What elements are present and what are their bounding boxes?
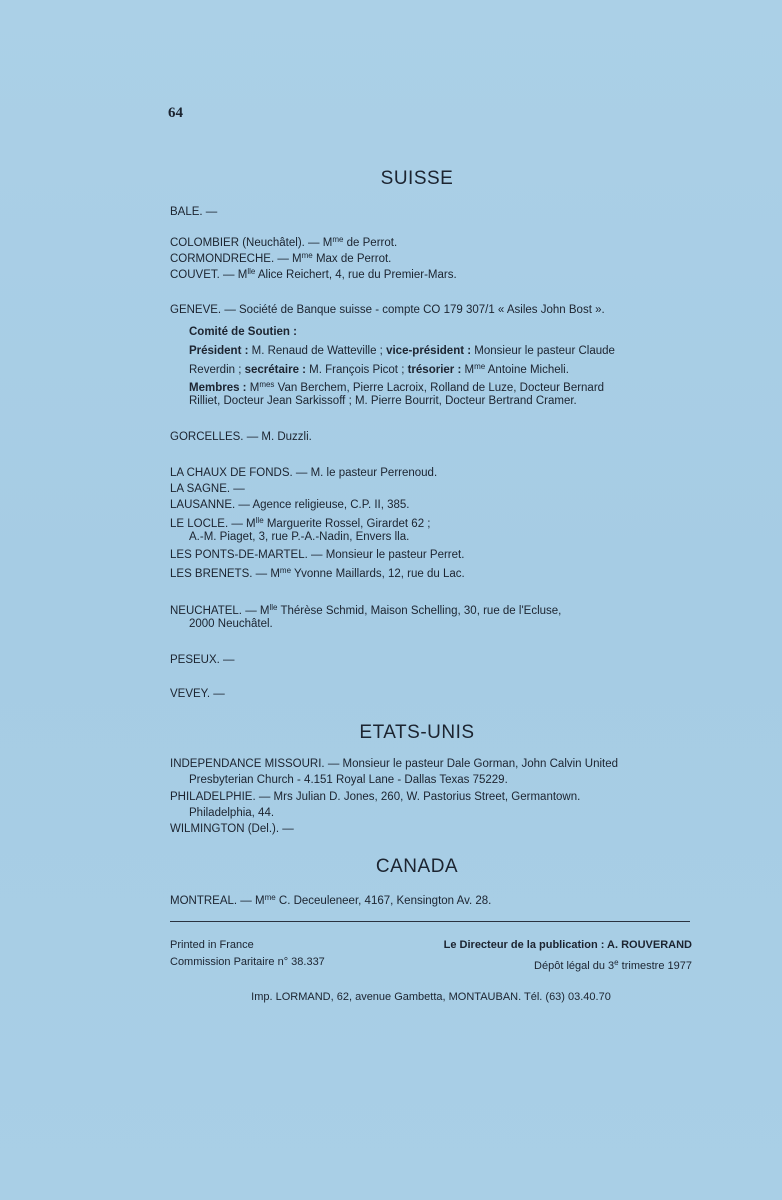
entry-le-locle-cont: A.-M. Piaget, 3, rue P.-A.-Nadin, Envers lla. — [189, 531, 410, 543]
footer-left — [170, 937, 325, 971]
entry-text: Marguerite Rossel, Girardet 62 ; — [263, 518, 431, 530]
depot-text: trimestre 1977 — [618, 960, 692, 972]
entry-gorcelles: GORCELLES. — M. Duzzli. — [170, 431, 312, 443]
entry-text: LES BRENETS. — M — [170, 568, 280, 580]
entry-text: Alice Reichert, 4, rue du Premier-Mars. — [255, 269, 457, 281]
entry-text: Max de Perrot. — [312, 253, 392, 265]
secretaire-label: secrétaire : — [244, 364, 306, 376]
entry-text: COUVET. — M — [170, 269, 248, 281]
entry-text: COLOMBIER (Neuchâtel). — M — [170, 237, 333, 249]
entry-text: LE LOCLE. — M — [170, 518, 256, 530]
entry-philadelphie-cont: Philadelphia, 44. — [189, 807, 275, 819]
directeur-publication — [444, 937, 692, 954]
page-number: 64 — [168, 105, 183, 121]
entry-text: MONTREAL. — M — [170, 895, 265, 907]
entry-text: M. François Picot ; — [305, 364, 408, 376]
imprint-line: Imp. LORMAND, 62, avenue Gambetta, MONTAUBAN. Tél. (63) 03.40.70 — [251, 991, 611, 1003]
superscript: me — [264, 893, 276, 902]
membres-label: Membres : — [189, 382, 247, 394]
superscript: lle — [255, 516, 264, 525]
comite-membres-line2: Rilliet, Docteur Jean Sarkissoff ; M. Pierre Bourrit, Docteur Bertrand Cramer. — [189, 395, 577, 407]
directeur-text: Le Directeur de la publication : A. ROUVERAND — [443, 939, 692, 951]
entry-independance: INDEPENDANCE MISSOURI. — Monsieur le pasteur Dale Gorman, John Calvin United — [170, 758, 619, 770]
entry-peseux: PESEUX. — — [170, 654, 235, 666]
entry-montreal — [170, 890, 491, 909]
entry-philadelphie: PHILADELPHIE. — Mrs Julian D. Jones, 260, W. Pastorius Street, Germantown. — [170, 791, 581, 803]
entry-text: Van Berchem, Pierre Lacroix, Rolland de Luze, Docteur Bernard — [274, 382, 605, 394]
depot-legal — [444, 954, 692, 975]
president-label: Président : — [189, 345, 249, 357]
entry-wilmington: WILMINGTON (Del.). — — [170, 823, 294, 835]
entry-vevey: VEVEY. — — [170, 688, 225, 700]
entry-couvet — [170, 264, 457, 283]
entry-independance-cont: Presbyterian Church - 4.151 Royal Lane - Dallas Texas 75229. — [189, 774, 508, 786]
footer-right — [444, 937, 692, 975]
entry-lausanne: LAUSANNE. — Agence religieuse, C.P. II, 385. — [170, 499, 410, 511]
entry-la-sagne: LA SAGNE. — — [170, 483, 245, 495]
entry-text: Thérèse Schmid, Maison Schelling, 30, rue de l'Ecluse, — [277, 605, 562, 617]
superscript: me — [279, 566, 292, 575]
superscript: lle — [247, 267, 256, 276]
entry-brenets — [170, 563, 465, 582]
entry-text: CORMONDRECHE. — M — [170, 253, 302, 265]
comite-president-line2 — [189, 359, 569, 378]
comite-label: Comité de Soutien : — [189, 326, 297, 338]
comite-president-line1 — [189, 343, 615, 359]
superscript: me — [301, 251, 313, 260]
entry-text: Antoine Micheli. — [485, 364, 569, 376]
entry-bale: BALE. — — [170, 206, 218, 218]
depot-text: Dépôt légal du 3 — [534, 960, 615, 972]
entry-geneve: GENEVE. — Société de Banque suisse - compte CO 179 307/1 « Asiles John Bost ». — [170, 304, 605, 316]
superscript: e — [614, 958, 619, 967]
entry-text: M — [461, 364, 475, 376]
entry-text: Reverdin ; — [189, 364, 245, 376]
superscript: me — [332, 235, 344, 244]
entry-chaux-de-fonds: LA CHAUX DE FONDS. — M. le pasteur Perrenoud. — [170, 467, 438, 479]
divider-rule — [170, 921, 690, 922]
commission-paritaire: Commission Paritaire n° 38.337 — [170, 956, 325, 968]
vice-president-label: vice-président : — [386, 345, 472, 357]
entry-text: Yvonne Maillards, 12, rue du Lac. — [291, 568, 465, 580]
entry-ponts-de-martel: LES PONTS-DE-MARTEL. — Monsieur le pasteur Perret. — [170, 549, 465, 561]
comite-heading — [189, 324, 297, 340]
entry-text: M. Renaud de Watteville ; — [248, 345, 387, 357]
entry-text: C. Deceuleneer, 4167, Kensington Av. 28. — [275, 895, 492, 907]
superscript: me — [474, 362, 486, 371]
tresorier-label: trésorier : — [407, 364, 462, 376]
section-title-etats-unis: ETATS-UNIS — [359, 722, 475, 743]
entry-text: NEUCHATEL. — M — [170, 605, 270, 617]
section-title-canada: CANADA — [375, 856, 459, 877]
section-title-suisse: SUISSE — [380, 168, 454, 189]
printed-in-france: Printed in France — [170, 939, 254, 951]
superscript: mes — [259, 380, 275, 389]
entry-neuchatel-cont: 2000 Neuchâtel. — [189, 618, 273, 630]
entry-text: de Perrot. — [343, 237, 398, 249]
entry-text: Monsieur le pasteur Claude — [471, 345, 615, 357]
superscript: lle — [269, 603, 278, 612]
entry-text: M — [246, 382, 260, 394]
